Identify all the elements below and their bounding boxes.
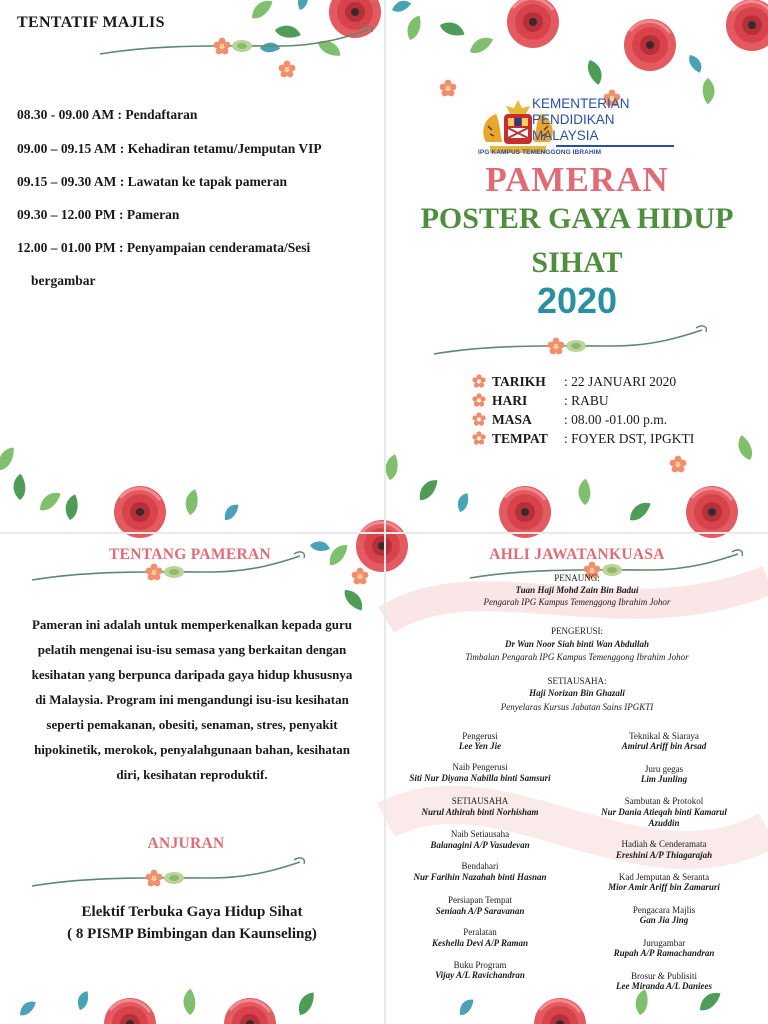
schedule-item: 09.00 – 09.15 AM : Kehadiran tetamu/Jemputan VIP	[17, 141, 322, 156]
about-line: pelatih mengenai isu-isu semasa yang berkaitan dengan	[37, 642, 347, 657]
committee-title: AHLI JAWATANKUASA	[489, 546, 665, 563]
detail-value-time: : 08.00 -01.00 p.m.	[564, 412, 668, 427]
about-line: di Malaysia. Program ini mengandungi isu-isu kesihatan	[35, 692, 349, 707]
committee-role: Naib Setiausaha	[450, 829, 510, 839]
committee-name-continued: Azuddin	[648, 818, 680, 828]
flower-bullet-icon	[472, 374, 486, 388]
organizer-line: ( 8 PISMP Bimbingan dan Kaunseling)	[67, 926, 317, 942]
flower-bullet-icon	[472, 431, 486, 445]
committee-name: Vijay A/L Ravichandran	[435, 970, 525, 980]
committee-name: Rupah A/P Ramachandran	[613, 948, 715, 958]
fold-line-vertical	[384, 0, 386, 1024]
schedule-title: TENTATIF MAJLIS	[17, 14, 165, 31]
schedule-item-continued: bergambar	[31, 273, 96, 288]
campus-name: IPG KAMPUS TEMENGGONG IBRAHIM	[478, 149, 602, 156]
committee-role: Persiapan Tempat	[448, 895, 512, 905]
committee-role: Brosur & Publisiti	[630, 971, 697, 981]
committee-name: Gan Jia Jing	[639, 915, 689, 925]
committee-name: Balanagini A/P Vasudevan	[430, 840, 530, 850]
committee-role: Kad Jemputan & Seranta	[618, 872, 710, 882]
detail-label-venue: TEMPAT	[492, 431, 548, 446]
about-line: seperti pemakanan, obesiti, senaman, stres, penyakit	[46, 717, 338, 732]
committee-name: Keshella Devi A/P Raman	[431, 938, 529, 948]
committee-name: Mior Amir Ariff bin Zamaruri	[608, 882, 720, 892]
committee-desc: Timbalan Pengarah IPG Kampus Temenggong Ibrahim Johor	[465, 652, 689, 662]
detail-value-venue: : FOYER DST, IPGKTI	[564, 431, 695, 446]
detail-label-time: MASA	[492, 412, 532, 427]
cover-title-sihat: SIHAT	[531, 246, 623, 279]
cover-year: 2020	[536, 280, 618, 321]
cover-title-poster: POSTER GAYA HIDUP	[420, 202, 734, 235]
detail-label-day: HARI	[492, 393, 528, 408]
committee-role: Sambutan & Protokol	[624, 796, 704, 806]
ministry-name-line: MALAYSIA	[532, 128, 599, 143]
committee-name: Dr Wan Noor Siah binti Wan Abdullah	[504, 639, 650, 649]
committee-name: Nur Dania Atieqah binti Kamarul	[601, 807, 727, 817]
committee-role: Hadiah & Cenderamata	[621, 839, 707, 849]
committee-role: Teknikal & Siaraya	[629, 731, 699, 741]
committee-role: PENAUNG:	[554, 573, 600, 583]
committee-name: Siti Nur Diyana Nabilla binti Samsuri	[409, 773, 551, 783]
committee-desc: Penyelaras Kursus Jabatan Sains IPGKTI	[500, 702, 654, 712]
committee-role: Buku Program	[453, 960, 507, 970]
committee-role: Pengerusi	[462, 731, 498, 741]
ministry-underline	[556, 145, 674, 147]
committee-desc: Pengarah IPG Kampus Temenggong Ibrahim Johor	[483, 597, 671, 607]
committee-role: Bendahari	[461, 861, 499, 871]
committee-name: Haji Norizan Bin Ghazali	[529, 688, 625, 698]
about-line: hipokinetik, merokok, penyalahgunaan bahan, kesihatan	[34, 742, 350, 757]
committee-name: Tuan Haji Mohd Zain Bin Badui	[515, 585, 639, 595]
about-line: kesihatan yang berpunca daripada gaya hidup khususnya	[31, 667, 353, 682]
committee-role: PENGERUSI:	[550, 626, 603, 636]
committee-role: SETIAUSAHA:	[547, 676, 607, 686]
committee-role: Naib Pengerusi	[452, 762, 508, 772]
cover-title-pameran: PAMERAN	[485, 160, 669, 199]
committee-name: Nur Farihin Nazahah binti Hasnan	[413, 872, 547, 882]
about-line: Pameran ini adalah untuk memperkenalkan kepada guru	[31, 617, 352, 632]
detail-value-date: : 22 JANUARI 2020	[564, 374, 677, 389]
committee-name: Lee Yen Jie	[458, 741, 502, 751]
detail-value-day: : RABU	[564, 393, 609, 408]
committee-role: Jurugambar	[642, 938, 686, 948]
fold-line-horizontal	[0, 532, 768, 534]
organizer-title: ANJURAN	[147, 835, 225, 852]
schedule-item: 08.30 - 09.00 AM : Pendaftaran	[17, 107, 198, 122]
organizer-line: Elektif Terbuka Gaya Hidup Sihat	[81, 904, 303, 920]
flower-bullet-icon	[472, 412, 486, 426]
about-line: diri, kesihatan reproduktif.	[116, 767, 268, 782]
committee-name: Seniaah A/P Saravanan	[435, 906, 525, 916]
schedule-item: 12.00 – 01.00 PM : Penyampaian cenderamata/Sesi	[17, 240, 311, 255]
committee-name: Nurul Athirah binti Norhisham	[421, 807, 539, 817]
committee-role: Juru gegas	[644, 764, 684, 774]
committee-name: Lim Junling	[640, 774, 688, 784]
flower-bullet-icon	[472, 393, 486, 407]
schedule-item: 09.15 – 09.30 AM : Lawatan ke tapak pameran	[17, 174, 288, 189]
about-title: TENTANG PAMERAN	[109, 546, 271, 563]
committee-name: Lee Miranda A/L Daniees	[615, 981, 713, 991]
ministry-name-line: PENDIDIKAN	[532, 112, 615, 127]
committee-name: Amirul Ariff bin Arsad	[621, 741, 707, 751]
committee-role: Peralatan	[463, 927, 497, 937]
detail-label-date: TARIKH	[492, 374, 546, 389]
committee-role: SETIAUSAHA	[451, 796, 509, 806]
committee-name: Ereshini A/P Thiagarajah	[615, 850, 713, 860]
schedule-item: 09.30 – 12.00 PM : Pameran	[17, 207, 180, 222]
ministry-name-line: KEMENTERIAN	[532, 96, 630, 111]
committee-role: Pengacara Majlis	[632, 905, 696, 915]
